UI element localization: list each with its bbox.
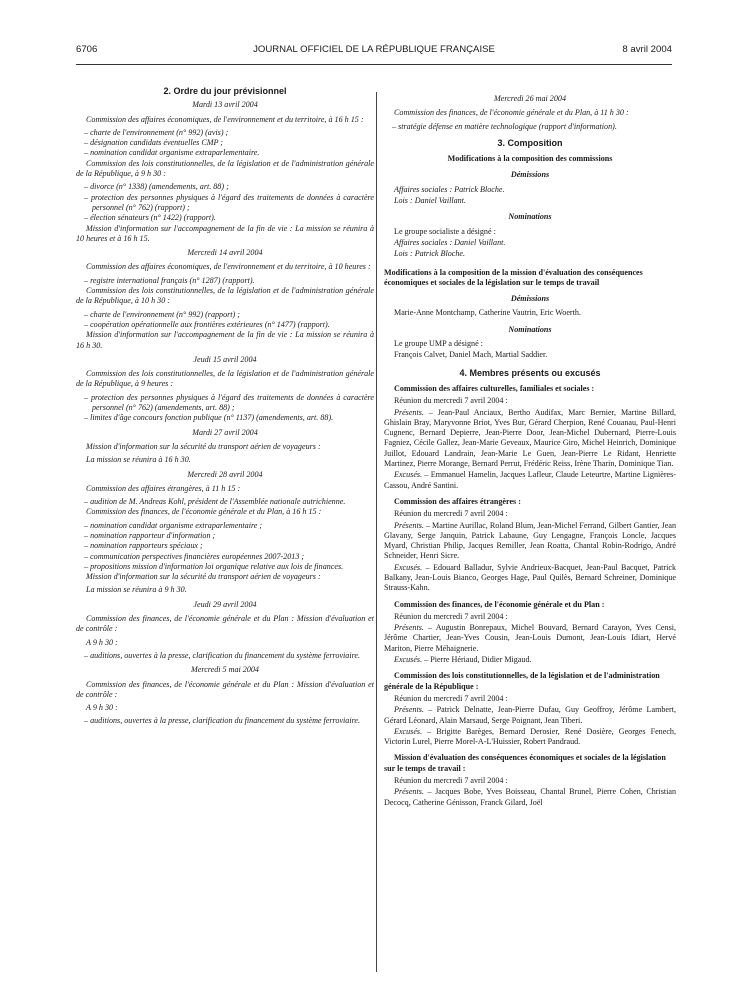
presents-paragraph (384, 521, 676, 562)
agenda-paragraph: Commission des finances, de l'économie générale et du Plan, à 11 h 30 : (394, 108, 629, 118)
agenda-item: – protection des personnes physiques à l'égard des traitements de données à caractère personnel (n° 762) (amendements, art. 88) ; (84, 392, 374, 413)
agenda-item: – stratégie défense en matière technologique (rapport d'information). (392, 121, 617, 131)
section-title-membres: 4. Membres présents ou excusés (459, 367, 601, 378)
meeting-line: Réunion du mercredi 7 avril 2004 : (394, 693, 508, 703)
presents-list: – Martine Aurillac, Roland Blum, Jean-Michel Ferrand, Gilbert Gantier, Jean Glavany, Serge Janquin, Patrick Labaune, Guy Lengagne, François Loncle, Jacques Myard, Christian Philip, Jacques Remiller, Jean Roatta, Chantal Robin-Rodrigo, André Schneider, Henri Sicre. (384, 520, 676, 561)
agenda-item: – coopération opérationnelle aux frontières extérieures (n° 1477) (rapport). (84, 319, 330, 329)
agenda-item: – charte de l'environnement (n° 992) (rapport) ; (84, 309, 240, 319)
composition-line: Le groupe UMP a désigné : (394, 339, 483, 349)
agenda-paragraph: Commission des lois constitutionnelles, de la législation et de l'administration générale de la République, à 9 heures : (76, 369, 374, 389)
commission-name: Commission des affaires culturelles, familiales et sociales : (394, 383, 595, 393)
agenda-item: – auditions, ouvertes à la presse, clarification du financement du système ferroviaire. (84, 650, 361, 660)
issue-date: 8 avril 2004 (622, 44, 672, 55)
presents-paragraph (384, 408, 676, 470)
demissions-heading: Démissions (510, 170, 550, 180)
agenda-item: – protection des personnes physiques à l'égard des traitements de données à caractère personnel (n° 762) (rapport) ; (84, 192, 374, 212)
agenda-paragraph: A 9 h 30 : (86, 637, 118, 647)
composition-line: Affaires sociales : Daniel Vaillant. (394, 237, 506, 247)
agenda-item: – élection sénateurs (n° 1422) (rapport). (84, 213, 216, 223)
date-heading: Mercredi 26 mai 2004 (493, 94, 566, 103)
excuses-label: Excusés. (394, 726, 423, 736)
agenda-paragraph: Commission des affaires économiques, de l'environnement et du territoire, à 16 h 15 : (86, 114, 364, 124)
commission-name: Commission des finances, de l'économie générale et du Plan : (394, 599, 605, 609)
journal-title: JOURNAL OFFICIEL DE LA RÉPUBLIQUE FRANÇAISE (253, 44, 495, 55)
agenda-paragraph: Mission d'information sur l'accompagnement de la fin de vie : La mission se réunira à 16 h 30. (76, 330, 374, 350)
excuses-list: – Edouard Balladur, Sylvie Andrieux-Bacquet, Jean-Paul Bacquet, Patrick Balkany, Jean-Louis Bianco, Georges Hage, Paul Quilès, Bernard Schreiner, Dominique Strauss-Kahn. (384, 562, 676, 593)
composition-line: François Calvet, Daniel Mach, Martial Saddier. (394, 350, 548, 360)
agenda-item: – nomination rapporteur d'information ; (84, 530, 216, 540)
header-rule (76, 64, 672, 65)
date-heading: Mardi 13 avril 2004 (192, 100, 258, 110)
presents-label: Présents. (394, 623, 424, 633)
presents-list: – Patrick Delnatte, Jean-Pierre Dufau, Guy Geoffroy, Jérôme Lambert, Gérard Léonard, Alain Marsaud, Serge Poignant, Jean Tiberi. (384, 705, 676, 725)
agenda-paragraph: La mission se réunira à 9 h 30. (86, 585, 187, 595)
right-column (384, 86, 676, 809)
date-heading: Jeudi 29 avril 2004 (193, 599, 257, 609)
presents-label: Présents. (394, 787, 424, 797)
presents-paragraph (384, 705, 676, 726)
agenda-paragraph: Mission d'information sur la sécurité du transport aérien de voyageurs : (86, 572, 321, 582)
section-title-ordre-du-jour: 2. Ordre du jour prévisionnel (163, 86, 287, 96)
excuses-list: – Pierre Hériaud, Didier Migaud. (422, 655, 532, 665)
commission-name: Mission d'évaluation des conséquences économiques et sociales de la législation sur le temps de travail : (384, 753, 666, 773)
agenda-paragraph: La mission se réunira à 16 h 30. (86, 455, 191, 465)
agenda-item: – désignation candidats éventuelles CMP ; (84, 138, 223, 148)
date-heading: Mercredi 5 mai 2004 (191, 665, 259, 675)
excuses-paragraph (384, 563, 676, 594)
demissions-heading: Démissions (510, 294, 550, 304)
column-divider (376, 92, 377, 972)
excuses-label: Excusés. (394, 562, 423, 572)
subsection-title: Modifications à la composition des commissions (447, 154, 613, 164)
excuses-list: – Emmanuel Hamelin, Jacques Lafleur, Claude Leteurtre, Martine Lignières-Cassou, André Santini. (384, 470, 676, 490)
agenda-paragraph: Commission des lois constitutionnelles, de la législation et de l'administration générale de la République, à 9 h 30 : (76, 158, 374, 179)
agenda-paragraph: Mission d'information sur l'accompagnement de la fin de vie : La mission se réunira à 10 heures et à 16 h 15. (76, 223, 374, 243)
agenda-paragraph: Commission des finances, de l'économie générale et du Plan : Mission d'évaluation et de contrôle : (76, 679, 374, 699)
composition-line: Le groupe socialiste a désigné : (394, 226, 496, 236)
composition-line: Lois : Patrick Bloche. (394, 249, 466, 259)
agenda-paragraph: Commission des affaires économiques, de l'environnement et du territoire, à 10 heures : (86, 262, 371, 272)
presents-paragraph (384, 787, 676, 808)
presents-list: – Jacques Bobe, Yves Boisseau, Chantal Brunel, Pierre Cohen, Christian Decocq, Catherine Génisson, Franck Gilard, Joël (384, 787, 676, 807)
agenda-paragraph: Commission des finances, de l'économie générale et du Plan : Mission d'évaluation et de contrôle : (76, 614, 374, 634)
excuses-label: Excusés. (394, 470, 423, 480)
agenda-item: – propositions mission d'information loi organique relative aux lois de finances. (84, 561, 344, 571)
agenda-item: – nomination rapporteurs spéciaux ; (84, 541, 203, 551)
agenda-item: – registre international français (n° 1287) (rapport). (84, 275, 255, 285)
section-title-composition: 3. Composition (497, 137, 563, 148)
left-column (76, 86, 374, 727)
presents-list: – Augustin Bonrepaux, Michel Bouvard, Bernard Carayon, Yves Censi, Jérôme Chartier, Jean-Yves Cousin, Jean-Louis Dumont, Jean-Louis Idiart, Hervé Mariton, Pierre Méhaignerie. (384, 623, 676, 653)
agenda-item: – audition de M. Andreas Kohl, président de l'Assemblée nationale autrichienne. (84, 497, 346, 507)
date-heading: Jeudi 15 avril 2004 (193, 354, 257, 364)
meeting-line: Réunion du mercredi 7 avril 2004 : (394, 509, 508, 519)
agenda-paragraph: Mission d'information sur la sécurité du transport aérien de voyageurs : (86, 441, 321, 451)
excuses-list: – Brigitte Barèges, Bernard Derosier, René Dosière, Georges Fenech, Victorin Lurel, Pierre Morel-A-L'Huissier, Robert Pandraud. (384, 726, 676, 747)
agenda-item: – nomination candidat organisme extraparlementaire. (84, 148, 260, 158)
meeting-line: Réunion du mercredi 7 avril 2004 : (394, 776, 508, 786)
presents-label: Présents. (394, 520, 424, 530)
agenda-item: – charte de l'environnement (n° 992) (avis) ; (84, 127, 229, 137)
meeting-line: Réunion du mercredi 7 avril 2004 : (394, 396, 508, 406)
presents-label: Présents. (394, 705, 424, 715)
date-heading: Mercredi 14 avril 2004 (187, 248, 263, 258)
presents-list: – Jean-Paul Anciaux, Bertho Audifax, Marc Bernier, Martine Billard, Ghislain Bray, Maryvonne Briot, Yves Bur, Gérard Cherpion, René Couanau, Paul-Henri Cugnenc, Bernard Depierre, Jean-Pierre Door, Jean-Michel Dubernard, Pierre-Louis Fagniez, Cécile Gallez, Jean-Marie Geveaux, Maurice Giro, Michel Heinrich, Dominique Juillot, Edouard Landrain, Jean-Marie Le Guen, Jean-Pierre Le Ridant, Henriette Martinez, Pierre Morange, Bernard Perrut, Frédéric Reiss, Irène Tharin, Dominique Tian. (384, 407, 676, 469)
composition-line: Affaires sociales : Patrick Bloche. (394, 184, 505, 194)
date-heading: Mercredi 28 avril 2004 (187, 469, 263, 479)
agenda-paragraph: Commission des lois constitutionnelles, de la législation et de l'administration générale de la République, à 10 h 30 : (76, 286, 374, 306)
agenda-item: – divorce (n° 1338) (amendements, art. 88) ; (84, 182, 229, 192)
subsection-title: Modifications à la composition de la mission d'évaluation des conséquences économiques et sociales de la législation sur le temps de travail (384, 267, 643, 287)
composition-line: Lois : Daniel Vaillant. (394, 196, 466, 206)
nominations-heading: Nominations (508, 324, 552, 334)
agenda-item: – limites d'âge concours fonction publique (n° 1137) (amendements, art. 88). (84, 413, 334, 423)
commission-name: Commission des lois constitutionnelles, de la législation et de l'administration générale de la République : (384, 671, 660, 691)
agenda-item: – communication perspectives financières européennes 2007-2013 ; (84, 551, 305, 561)
excuses-paragraph (384, 727, 676, 748)
excuses-paragraph (384, 470, 676, 491)
presents-label: Présents. (394, 407, 424, 417)
page-header (76, 44, 672, 60)
commission-name: Commission des affaires étrangères : (394, 496, 521, 506)
nominations-heading: Nominations (508, 212, 552, 222)
page-number: 6706 (76, 44, 98, 55)
agenda-item: – auditions, ouvertes à la presse, clarification du financement du système ferroviaire. (84, 716, 361, 726)
agenda-paragraph: A 9 h 30 : (86, 703, 118, 713)
agenda-item: – nomination candidat organisme extraparlementaire ; (84, 520, 263, 530)
presents-paragraph (384, 623, 676, 654)
composition-line: Marie-Anne Montchamp, Catherine Vautrin, Eric Woerth. (394, 308, 581, 318)
meeting-line: Réunion du mercredi 7 avril 2004 : (394, 611, 508, 621)
excuses-label: Excusés. (394, 655, 423, 665)
agenda-paragraph: Commission des finances, de l'économie générale et du Plan, à 16 h 15 : (86, 507, 322, 517)
date-heading: Mardi 27 avril 2004 (192, 427, 258, 437)
agenda-paragraph: Commission des affaires étrangères, à 11 h 15 : (86, 483, 241, 493)
excuses-paragraph (384, 655, 676, 665)
